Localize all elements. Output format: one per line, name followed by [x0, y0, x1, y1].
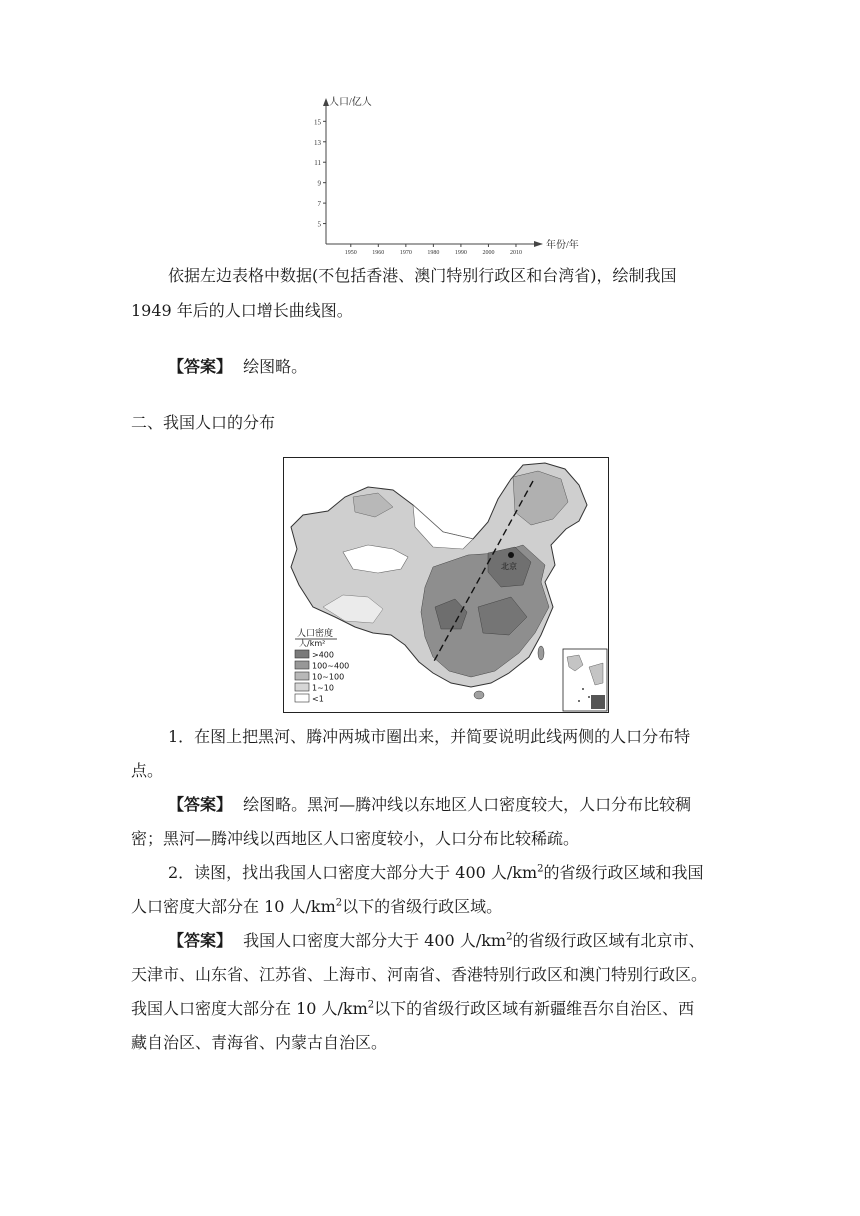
answer3-line2: 天津市、山东省、江苏省、上海市、河南省、香港特别行政区和澳门特别行政区。	[131, 965, 708, 984]
legend-label-2: 10~100	[312, 672, 345, 682]
legend-label-0: >400	[312, 650, 334, 660]
population-density-map	[283, 457, 609, 713]
answer2-text1: 绘图略。黑河—腾冲线以东地区人口密度较大，人口分布比较稠	[243, 795, 692, 814]
x-axis-arrow	[534, 241, 543, 247]
legend-swatch-2	[295, 672, 309, 680]
x-tick-label-2010: 2010	[509, 250, 522, 256]
legend-label-1: 100~400	[312, 661, 350, 671]
answer2-line1	[168, 788, 691, 822]
answer3-line3a: 我国人口密度大部分在 10 人/km	[131, 999, 368, 1018]
legend-label-3: 1~10	[312, 683, 334, 693]
legend-swatch-1	[295, 661, 309, 669]
y-tick-label-7: 7	[317, 200, 321, 209]
x-tick-label-1960: 1960	[372, 250, 385, 256]
q1-line1: 1．在图上把黑河、腾冲两城市圈出来，并简要说明此线两侧的人口分布特	[168, 727, 691, 746]
answer3-line1	[168, 924, 704, 958]
taiwan-island	[538, 646, 544, 660]
legend-swatch-4	[295, 694, 309, 702]
answer3-sup1: 2	[506, 931, 513, 943]
q2-line2	[131, 890, 502, 924]
x-tick-label-1950: 1950	[344, 250, 357, 256]
question-intro-line1: 依据左边表格中数据(不包括香港、澳门特别行政区和台湾省)，绘制我国	[168, 266, 677, 285]
section2-heading: 二、我国人口的分布	[131, 413, 276, 432]
y-tick-label-9: 9	[317, 179, 321, 188]
x-tick-label-1980: 1980	[427, 250, 440, 256]
answer3-line3b: 以下的省级行政区域有新疆维吾尔自治区、西	[374, 999, 695, 1018]
answer2-line2: 密；黑河—腾冲线以西地区人口密度较小，人口分布比较稀疏。	[131, 829, 580, 848]
question-intro-line2: 1949 年后的人口增长曲线图。	[131, 301, 353, 320]
map-svg	[283, 457, 609, 713]
q2-line2b: 以下的省级行政区域。	[342, 897, 503, 916]
x-tick-label-2000: 2000	[482, 250, 495, 256]
q2-line1	[168, 856, 704, 890]
answer1-text: 绘图略。	[243, 357, 308, 376]
answer2-label: 【答案】	[168, 795, 233, 814]
answer1-label: 【答案】	[168, 357, 233, 376]
answer3-line1b: 的省级行政区域有北京市、	[512, 931, 705, 950]
answer3-label: 【答案】	[168, 931, 233, 950]
x-tick-label-1970: 1970	[399, 250, 412, 256]
y-tick-label-11: 11	[314, 159, 321, 168]
answer3-line3	[131, 992, 694, 1026]
x-tick-label-1990: 1990	[454, 250, 467, 256]
answer3-line1a: 我国人口密度大部分大于 400 人/km	[243, 931, 507, 950]
legend-label-4: <1	[312, 694, 324, 704]
q2-line1b: 的省级行政区域和我国	[543, 863, 704, 882]
q1-line2: 点。	[131, 761, 164, 780]
y-tick-label-13: 13	[314, 138, 321, 147]
population-chart-svg	[300, 92, 579, 262]
population-chart	[300, 92, 579, 262]
beijing-marker	[508, 552, 514, 558]
y-tick-label-5: 5	[317, 220, 321, 229]
answer1	[168, 352, 307, 382]
x-axis-label: 年份/年	[546, 240, 579, 251]
beijing-label: 北京	[501, 562, 517, 571]
q2-sup1: 2	[537, 863, 544, 875]
legend-title: 人口密度	[297, 629, 334, 639]
hainan-island	[474, 691, 484, 699]
y-axis-label: 人口/亿人	[329, 97, 372, 108]
legend-swatch-0	[295, 650, 309, 658]
legend-swatch-3	[295, 683, 309, 691]
q2-line1a: 2．读图，找出我国人口密度大部分大于 400 人/km	[168, 863, 538, 882]
q2-line2a: 人口密度大部分在 10 人/km	[131, 897, 336, 916]
legend-unit: 人/km²	[299, 639, 326, 648]
answer3-sup3: 2	[367, 999, 375, 1011]
y-tick-label-15: 15	[314, 118, 321, 127]
q2-sup2: 2	[335, 897, 343, 909]
answer3-line4: 藏自治区、青海省、内蒙古自治区。	[131, 1033, 388, 1052]
